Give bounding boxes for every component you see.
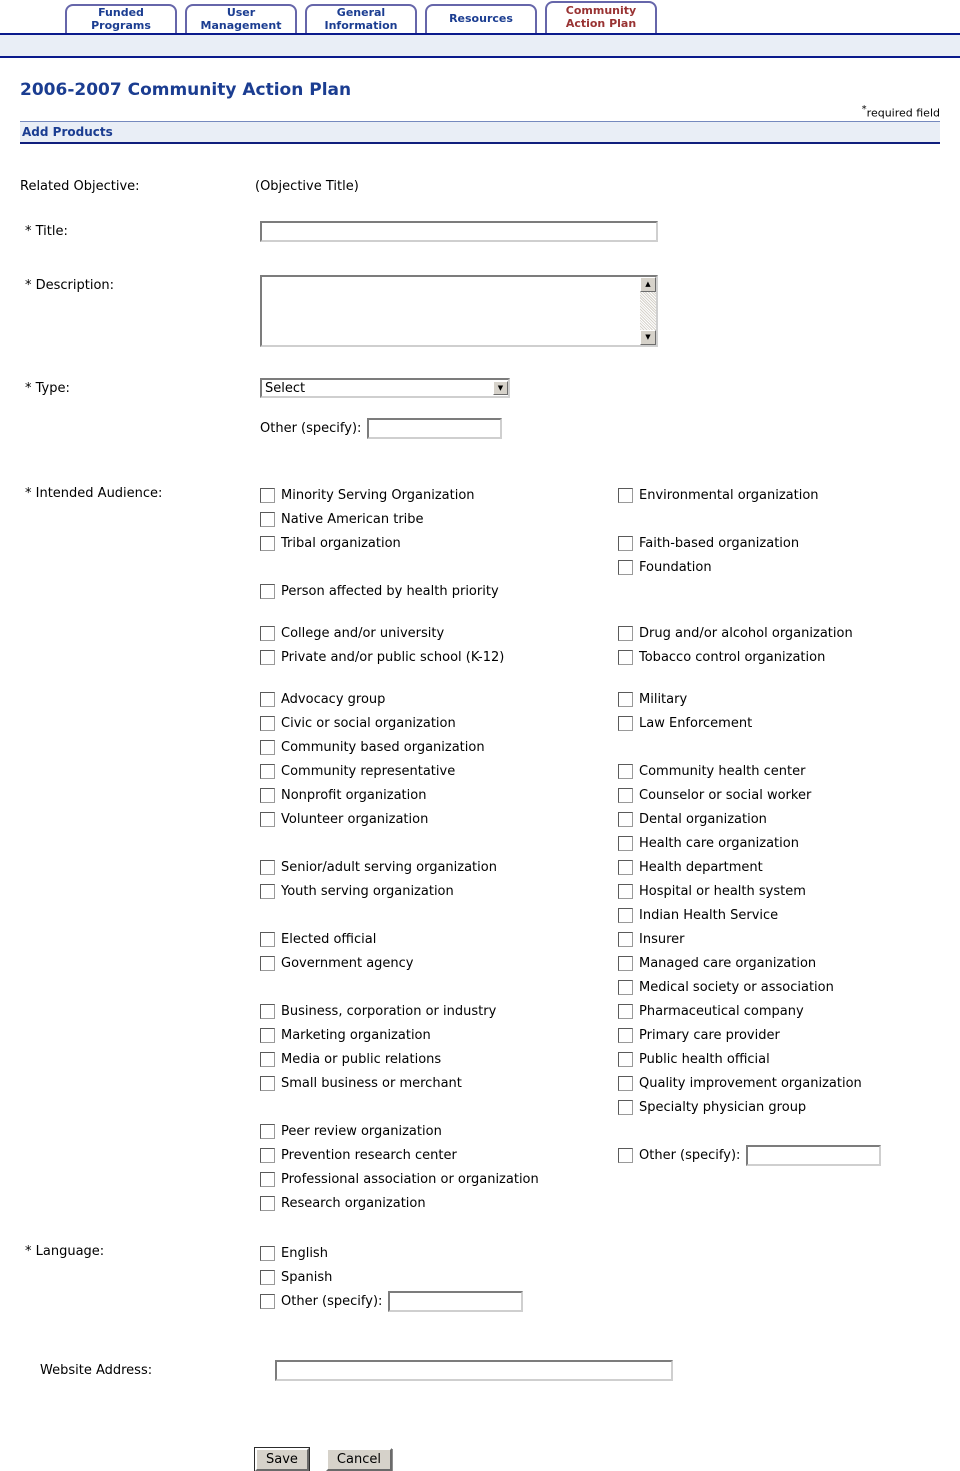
audience-cell	[618, 951, 940, 975]
audience-option-label: Medical society or association	[639, 979, 834, 995]
audience-cell	[260, 1023, 618, 1047]
audience-option-label: College and/or university	[281, 625, 445, 641]
save-button[interactable]: Save	[255, 1448, 309, 1471]
audience-row	[260, 951, 940, 975]
audience-row	[260, 711, 940, 735]
audience-cell	[260, 579, 618, 603]
checkbox-language-other[interactable]	[260, 1294, 275, 1309]
audience-cell	[260, 507, 618, 531]
related-objective-value: (Objective Title)	[255, 179, 359, 194]
checkbox-tribal-organization[interactable]	[260, 536, 275, 551]
audience-option-label: Civic or social organization	[281, 715, 456, 731]
tab-community-action-plan[interactable]	[545, 1, 657, 33]
language-option-label: Spanish	[281, 1269, 333, 1285]
audience-cell	[618, 507, 940, 531]
audience-cell	[260, 927, 618, 951]
audience-row	[260, 927, 940, 951]
audience-cell	[618, 555, 940, 579]
audience-cell	[618, 807, 940, 831]
audience-option-label: Peer review organization	[281, 1123, 442, 1139]
audience-row	[260, 483, 940, 507]
description-label: * Description:	[25, 278, 115, 293]
audience-option-label: Drug and/or alcohol organization	[639, 625, 853, 641]
website-address-input[interactable]	[275, 1360, 673, 1381]
audience-option-label: Private and/or public school (K-12)	[281, 649, 505, 665]
audience-cell	[618, 855, 940, 879]
required-field-note	[20, 104, 940, 119]
audience-cell	[260, 735, 618, 759]
audience-option-label: Military	[639, 691, 688, 707]
tab-label: User Management	[200, 5, 282, 32]
audience-row	[260, 879, 940, 903]
checkbox-hospital-or-health-system[interactable]	[618, 884, 633, 899]
tab-general-information[interactable]	[305, 4, 417, 33]
type-label: * Type:	[25, 381, 70, 396]
audience-row	[260, 1191, 940, 1215]
audience-option-label: Faith-based organization	[639, 535, 800, 551]
audience-cell	[618, 759, 940, 783]
audience-row	[260, 687, 940, 711]
audience-cell	[260, 855, 618, 879]
audience-row	[260, 855, 940, 879]
audience-row	[260, 621, 940, 645]
section-header: Add Products	[20, 121, 940, 144]
audience-row	[260, 1095, 940, 1119]
checkbox-peer-review-organization[interactable]	[260, 1124, 275, 1139]
audience-cell	[618, 531, 940, 555]
audience-cell	[618, 1095, 940, 1119]
audience-cell	[618, 735, 940, 759]
checkbox-minority-serving-organization[interactable]	[260, 488, 275, 503]
checkbox-business-corporation-or-industry[interactable]	[260, 1004, 275, 1019]
audience-cell	[618, 1191, 940, 1215]
checkbox-volunteer-organization[interactable]	[260, 812, 275, 827]
audience-option-label: Health department	[639, 859, 763, 875]
audience-cell	[260, 1095, 618, 1119]
audience-row	[260, 603, 940, 621]
page-title: 2006-2007 Community Action Plan	[20, 80, 352, 100]
audience-option-label: Health care organization	[639, 835, 799, 851]
audience-cell	[260, 645, 618, 669]
tab-user-management[interactable]	[185, 4, 297, 33]
title-label: * Title:	[25, 224, 68, 239]
checkbox-person-affected-by-health-priority[interactable]	[260, 584, 275, 599]
audience-option-label: Dental organization	[639, 811, 767, 827]
audience-cell	[618, 1143, 940, 1167]
tab-funded-programs[interactable]	[65, 4, 177, 33]
audience-row	[260, 903, 940, 927]
tab-label: Community Action Plan	[565, 4, 637, 30]
checkbox-research-organization[interactable]	[260, 1196, 275, 1211]
checkbox-marketing-organization[interactable]	[260, 1028, 275, 1043]
audience-cell	[618, 483, 940, 507]
checkbox-environmental-organization[interactable]	[618, 488, 633, 503]
audience-row	[260, 831, 940, 855]
type-other-input[interactable]	[367, 418, 502, 439]
audience-row	[260, 1071, 940, 1095]
audience-option-label: Quality improvement organization	[639, 1075, 862, 1091]
checkbox-nonprofit-organization[interactable]	[260, 788, 275, 803]
audience-option-label: Counselor or social worker	[639, 787, 812, 803]
audience-cell	[260, 711, 618, 735]
audience-option-label: Other (specify):	[639, 1147, 741, 1163]
audience-row	[260, 759, 940, 783]
audience-option-label: Environmental organization	[639, 487, 819, 503]
audience-option-label: Native American tribe	[281, 511, 424, 527]
audience-option-label: Elected official	[281, 931, 377, 947]
audience-row	[260, 975, 940, 999]
audience-cell	[618, 879, 940, 903]
audience-row	[260, 669, 940, 687]
scroll-down-icon[interactable]: ▼	[640, 330, 656, 345]
audience-option-label: Indian Health Service	[639, 907, 779, 923]
title-input[interactable]	[260, 221, 658, 242]
checkbox-small-business-or-merchant[interactable]	[260, 1076, 275, 1091]
audience-option-label: Tribal organization	[281, 535, 401, 551]
audience-row	[260, 1047, 940, 1071]
audience-cell	[618, 1167, 940, 1191]
audience-cell	[260, 621, 618, 645]
checkbox-health-care-organization[interactable]	[618, 836, 633, 851]
audience-option-label: Person affected by health priority	[281, 583, 499, 599]
audience-cell	[260, 483, 618, 507]
audience-cell	[260, 951, 618, 975]
checkbox-pharmaceutical-company[interactable]	[618, 1004, 633, 1019]
language-option-label: Other (specify):	[281, 1294, 383, 1309]
checkbox-media-or-public-relations[interactable]	[260, 1052, 275, 1067]
audience-row	[260, 1143, 940, 1167]
audience-cell	[260, 903, 618, 927]
checkbox-primary-care-provider[interactable]	[618, 1028, 633, 1043]
checkbox-youth-serving-organization[interactable]	[260, 884, 275, 899]
audience-option-label: Business, corporation or industry	[281, 1003, 497, 1019]
audience-cell	[260, 687, 618, 711]
checkbox-medical-society-or-association[interactable]	[618, 980, 633, 995]
checkbox-professional-association-or-organization[interactable]	[260, 1172, 275, 1187]
audience-option-label: Public health official	[639, 1051, 770, 1067]
chevron-down-icon[interactable]: ▼	[493, 381, 508, 395]
audience-cell	[260, 831, 618, 855]
audience-option-label: Senior/adult serving organization	[281, 859, 497, 875]
checkbox-community-representative[interactable]	[260, 764, 275, 779]
audience-cell	[260, 1071, 618, 1095]
audience-other-input[interactable]	[746, 1145, 881, 1166]
audience-cell	[618, 1023, 940, 1047]
audience-row	[260, 555, 940, 579]
tab-label: Funded Programs	[91, 5, 151, 32]
checkbox-community-based-organization[interactable]	[260, 740, 275, 755]
checkbox-tobacco-control-organization[interactable]	[618, 650, 633, 665]
checkbox-counselor-or-social-worker[interactable]	[618, 788, 633, 803]
audience-option-label: Research organization	[281, 1195, 426, 1211]
audience-cell	[260, 759, 618, 783]
audience-row	[260, 579, 940, 603]
checkbox-dental-organization[interactable]	[618, 812, 633, 827]
audience-row	[260, 1023, 940, 1047]
checkbox-managed-care-organization[interactable]	[618, 956, 633, 971]
tab-label: General Information	[324, 5, 398, 32]
checkbox-faith-based-organization[interactable]	[618, 536, 633, 551]
audience-cell	[260, 879, 618, 903]
audience-cell	[260, 783, 618, 807]
audience-cell	[260, 1191, 618, 1215]
audience-cell	[618, 927, 940, 951]
audience-cell	[260, 555, 618, 579]
scroll-up-icon[interactable]: ▲	[640, 277, 656, 292]
audience-cell	[618, 687, 940, 711]
audience-option-label: Marketing organization	[281, 1027, 431, 1043]
audience-row	[260, 735, 940, 759]
audience-row	[260, 645, 940, 669]
intended-audience-grid	[260, 483, 940, 1215]
audience-option-label: Small business or merchant	[281, 1075, 462, 1091]
related-objective-label: Related Objective:	[20, 179, 140, 194]
audience-option-label: Minority Serving Organization	[281, 487, 475, 503]
checkbox-community-health-center[interactable]	[618, 764, 633, 779]
checkbox-college-and-or-university[interactable]	[260, 626, 275, 641]
tab-bar	[0, 0, 960, 35]
audience-cell	[260, 1047, 618, 1071]
audience-option-label: Government agency	[281, 955, 414, 971]
checkbox-civic-or-social-organization[interactable]	[260, 716, 275, 731]
intended-audience-label: * Intended Audience:	[25, 486, 163, 501]
checkbox-private-and-or-public-school-k-12[interactable]	[260, 650, 275, 665]
website-address-label: Website Address:	[40, 1363, 153, 1378]
audience-option-label: Community health center	[639, 763, 806, 779]
description-textarea[interactable]	[260, 275, 658, 347]
checkbox-law-enforcement[interactable]	[618, 716, 633, 731]
type-select-value: Select	[265, 380, 306, 396]
audience-cell	[618, 1119, 940, 1143]
audience-option-label: Volunteer organization	[281, 811, 429, 827]
checkbox-advocacy-group[interactable]	[260, 692, 275, 707]
audience-row	[260, 1119, 940, 1143]
audience-cell	[260, 1167, 618, 1191]
tab-resources[interactable]	[425, 4, 537, 33]
checkbox-english[interactable]	[260, 1246, 275, 1261]
audience-cell	[260, 999, 618, 1023]
checkbox-drug-and-or-alcohol-organization[interactable]	[618, 626, 633, 641]
tab-label: Resources	[449, 12, 513, 26]
audience-option-label: Prevention research center	[281, 1147, 457, 1163]
audience-option-label: Foundation	[639, 559, 712, 575]
checkbox-native-american-tribe[interactable]	[260, 512, 275, 527]
audience-option-label: Community based organization	[281, 739, 485, 755]
audience-row	[260, 999, 940, 1023]
audience-cell	[618, 579, 940, 603]
checkbox-specialty-physician-group[interactable]	[618, 1100, 633, 1115]
audience-option-label: Primary care provider	[639, 1027, 780, 1043]
audience-option-label: Community representative	[281, 763, 456, 779]
audience-row	[260, 531, 940, 555]
audience-cell	[618, 645, 940, 669]
audience-cell	[260, 531, 618, 555]
checkbox-indian-health-service[interactable]	[618, 908, 633, 923]
checkbox-senior-adult-serving-organization[interactable]	[260, 860, 275, 875]
audience-cell	[618, 903, 940, 927]
audience-cell	[260, 1119, 618, 1143]
type-other-label: Other (specify):	[260, 421, 362, 436]
audience-cell	[618, 621, 940, 645]
audience-cell	[618, 999, 940, 1023]
checkbox-prevention-research-center[interactable]	[260, 1148, 275, 1163]
required-note-text: required field	[866, 106, 940, 120]
audience-option-label: Pharmaceutical company	[639, 1003, 804, 1019]
checkbox-other-specify[interactable]	[618, 1148, 633, 1163]
language-label: * Language:	[25, 1244, 105, 1259]
audience-option-label: Specialty physician group	[639, 1099, 807, 1115]
audience-option-label: Insurer	[639, 931, 685, 947]
header-band	[0, 35, 960, 58]
audience-cell	[618, 1071, 940, 1095]
audience-row	[260, 1167, 940, 1191]
checkbox-elected-official[interactable]	[260, 932, 275, 947]
checkbox-government-agency[interactable]	[260, 956, 275, 971]
audience-row	[260, 783, 940, 807]
audience-cell	[618, 1047, 940, 1071]
audience-option-label: Law Enforcement	[639, 715, 753, 731]
audience-option-label: Youth serving organization	[281, 883, 454, 899]
checkbox-health-department[interactable]	[618, 860, 633, 875]
checkbox-insurer[interactable]	[618, 932, 633, 947]
audience-cell	[260, 1143, 618, 1167]
audience-option-label: Professional association or organization	[281, 1171, 539, 1187]
checkbox-military[interactable]	[618, 692, 633, 707]
audience-cell	[618, 711, 940, 735]
checkbox-quality-improvement-organization[interactable]	[618, 1076, 633, 1091]
required-asterisk: *	[861, 104, 867, 115]
audience-row	[260, 507, 940, 531]
audience-option-label: Nonprofit organization	[281, 787, 427, 803]
checkbox-spanish[interactable]	[260, 1270, 275, 1285]
audience-cell	[618, 975, 940, 999]
audience-option-label: Managed care organization	[639, 955, 817, 971]
checkbox-public-health-official[interactable]	[618, 1052, 633, 1067]
audience-option-label: Hospital or health system	[639, 883, 806, 899]
audience-option-label: Media or public relations	[281, 1051, 442, 1067]
language-option-label: English	[281, 1245, 328, 1261]
audience-cell	[260, 807, 618, 831]
audience-cell	[260, 975, 618, 999]
audience-cell	[618, 783, 940, 807]
audience-option-label: Advocacy group	[281, 691, 386, 707]
language-other-input[interactable]	[388, 1291, 523, 1312]
audience-cell	[618, 831, 940, 855]
audience-row	[260, 807, 940, 831]
cancel-button[interactable]: Cancel	[326, 1448, 392, 1471]
type-select[interactable]	[260, 378, 510, 398]
checkbox-foundation[interactable]	[618, 560, 633, 575]
audience-option-label: Tobacco control organization	[639, 649, 826, 665]
